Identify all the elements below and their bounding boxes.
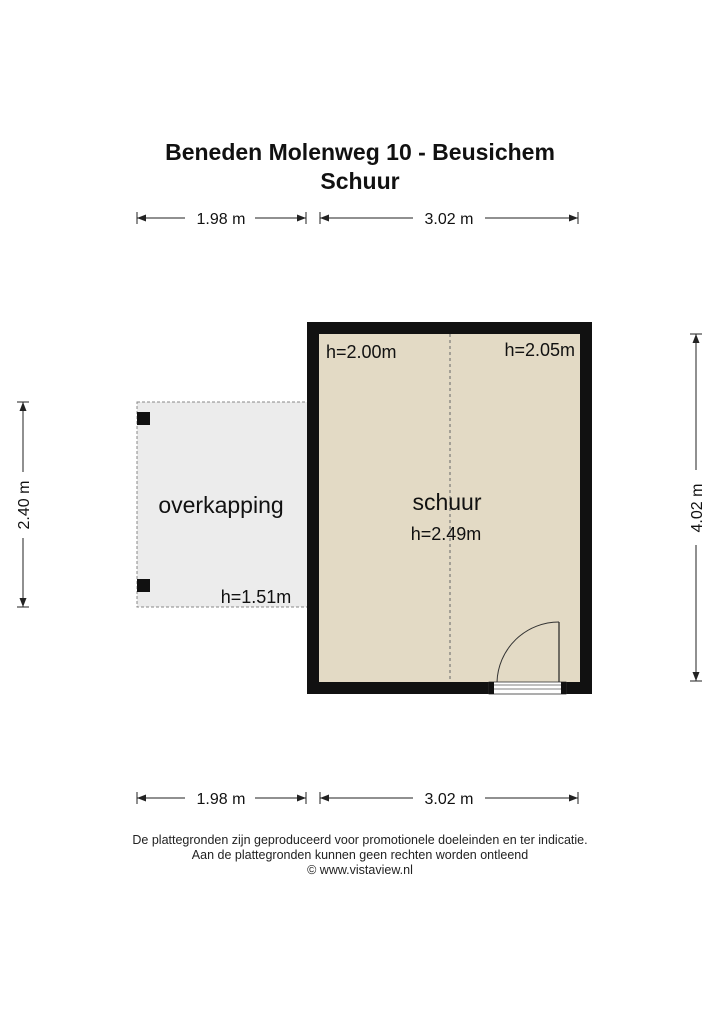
plan-subtitle: Schuur [320, 168, 400, 194]
overkapping-post-top [137, 412, 150, 425]
dimension-bottom-right [320, 791, 578, 808]
door-jamb-left [489, 682, 494, 694]
dimension-label: 4.02 m [689, 483, 706, 533]
disclaimer-line-1: De plattegronden zijn geproduceerd voor promotionele doeleinden en ter indicatie. [132, 833, 588, 847]
schuur-height-left: h=2.00m [326, 342, 397, 362]
dimension-top-right [320, 211, 578, 228]
dimension-label: 1.98 m [196, 791, 246, 808]
dimension-top-left [137, 211, 306, 228]
overkapping-label: overkapping [158, 492, 284, 518]
wall-left [307, 322, 319, 694]
wall-right [580, 322, 592, 694]
door-jamb-right [561, 682, 566, 694]
dimension-label: 3.02 m [424, 211, 474, 228]
dimension-bottom-left [137, 791, 306, 808]
door-opening [489, 682, 566, 694]
disclaimer-line-2: Aan de plattegronden kunnen geen rechten worden ontleend [191, 848, 529, 862]
dimension-right-vertical [689, 334, 706, 681]
copyright-line: © www.vistaview.nl [307, 863, 413, 877]
dimension-label: 2.40 m [16, 480, 33, 530]
schuur-label: schuur [412, 489, 482, 515]
plan-title: Beneden Molenweg 10 - Beusichem [165, 139, 555, 165]
dimension-label: 1.98 m [196, 211, 246, 228]
overkapping-post-bottom [137, 579, 150, 592]
dimension-left-vertical [16, 402, 33, 607]
schuur-height-right: h=2.05m [504, 340, 575, 360]
overkapping-height: h=1.51m [220, 587, 292, 607]
wall-bottom-right [566, 682, 592, 694]
schuur-height-center: h=2.49m [410, 524, 482, 544]
dimension-label: 3.02 m [424, 791, 474, 808]
wall-top [307, 322, 592, 334]
wall-bottom-left [307, 682, 489, 694]
